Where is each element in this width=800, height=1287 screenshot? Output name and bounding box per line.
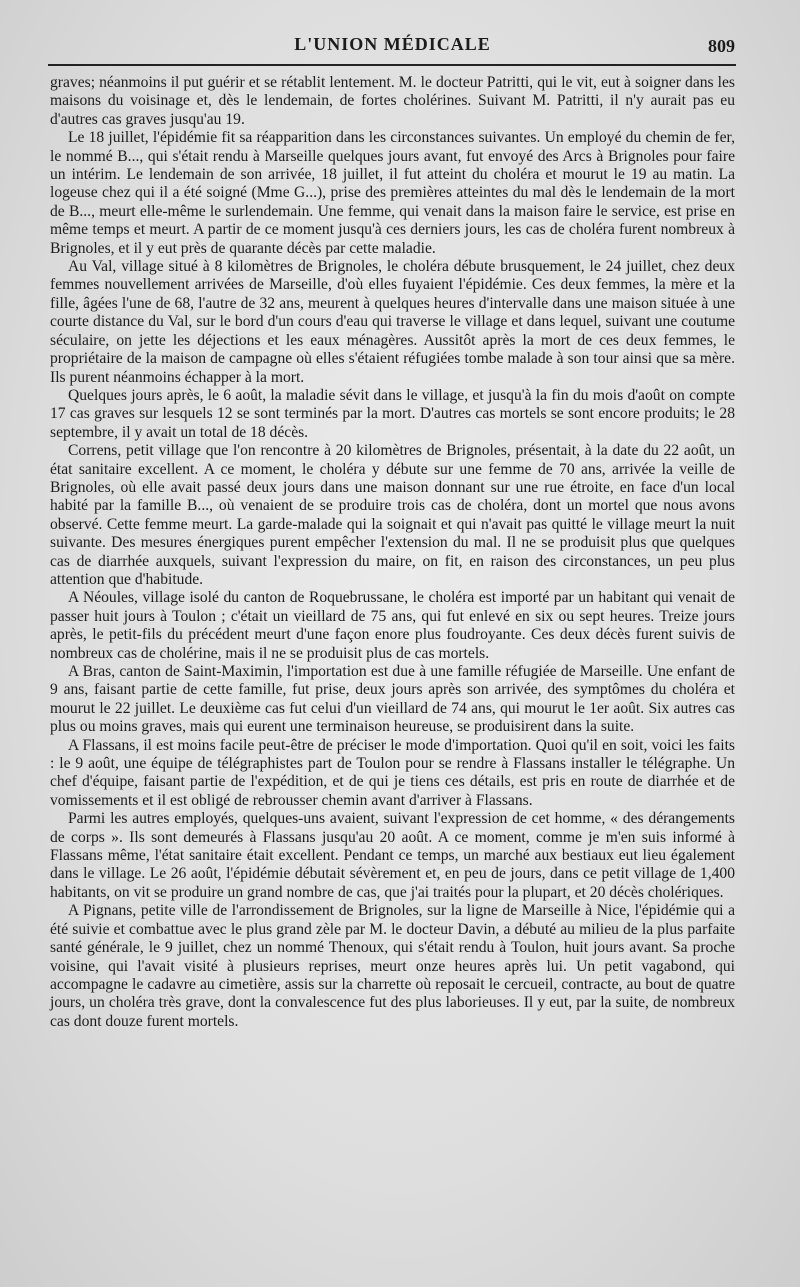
paragraph: Au Val, village situé à 8 kilomètres de Brignoles, le choléra débute brusquement, le 24 juillet, chez deux femmes nouvellement arrivées de Marseille, d'où elles fuyaient l'épidémie. Ces deux femmes, la mère et la fille, âgées l'une de 68, l'autre de 32 ans, meurent à quelques heures d'intervalle dans une maison située à une courte distance du Val, sur le bord d'un cours d'eau qui traverse le village et dans lequel, suivant une coutume séculaire, on jette les déjections et les eaux ménagères. Aussitôt après la mort de ces deux femmes, le propriétaire de la maison de campagne où elles s'étaient réfugiées tombe malade à son tour ainsi que sa mère. Ils purent néanmoins échapper à la mort. [50,258,735,386]
page-header [50,34,735,64]
paragraph: Parmi les autres employés, quelques-uns avaient, suivant l'expression de cet homme, « des dérangements de corps ». Ils sont demeurés à Flassans jusqu'au 20 août. A ce moment, comme je m'en suis informé à Flassans même, l'état sanitaire était excellent. Pendant ce temps, un marché aux bestiaux eut lieu également dans le village. Le 26 août, l'épidémie débutait sévèrement et, en peu de jours, dans ce petit village de 1,400 habitants, on vit se produire un grand nombre de cas, que j'ai traités pour la plupart, et 20 décès cholériques. [50,810,735,901]
paragraph: A Néoules, village isolé du canton de Roquebrussane, le choléra est importé par un habitant qui venait de passer huit jours à Toulon ; c'était un vieillard de 75 ans, qui fut enlevé en six ou sept heures. Treize jours après, le petit-fils du précédent meurt d'une façon enore plus foudroyante. Ces deux décès furent suivis de nombreux cas de cholérine, mais il ne se produisit plus de cas mortels. [50,589,735,662]
paragraph: A Bras, canton de Saint-Maximin, l'importation est due à une famille réfugiée de Marseille. Une enfant de 9 ans, faisant partie de cette famille, fut prise, deux jours après son arrivée, des symptômes du choléra et mourut le 22 juillet. Le deuxième cas fut celui d'un vieillard de 74 ans, qui mourut le 1er août. Six autres cas plus ou moins graves, mais qui eurent une terminaison heureuse, se produisirent dans la suite. [50,663,735,736]
body-text [50,74,735,1031]
paragraph: A Flassans, il est moins facile peut-être de préciser le mode d'importation. Quoi qu'il en soit, voici les faits : le 9 août, une équipe de télégraphistes part de Toulon pour se rendre à Flassans installer le télégraphe. Un chef d'équipe, faisant partie de l'expédition, et de qui je tiens ces détails, est pris en route de diarrhée et de vomissements et il est obligé de rebrousser chemin avant d'arriver à Flassans. [50,736,735,809]
header-rule [48,64,736,66]
paragraph: Quelques jours après, le 6 août, la maladie sévit dans le village, et jusqu'à la fin du mois d'août on compte 17 cas graves sur lesquels 12 se sont terminés par la mort. D'autres cas mortels se sont encore produits; le 28 septembre, il y avait un total de 18 décès. [50,386,735,441]
paragraph: Correns, petit village que l'on rencontre à 20 kilomètres de Brignoles, présentait, à la date du 22 août, un état sanitaire excellent. A ce moment, le choléra y débute sur une femme de 70 ans, arrivée la veille de Brignoles, où elle avait passé deux jours dans une maison donnant sur une rue étroite, en face d'un local habité par la famille B..., où venaient de se produire trois cas de choléra, dont un mortel que nous avons observé. Cette femme meurt. La garde-malade qui la soignait et qui n'avait pas quitté le village meurt la nuit suivante. Des mesures énergiques purent empêcher l'extension du mal. Il ne se produisit plus que quelques cas de diarrhée auxquels, suivant l'expression du maire, on fit, en raison des circonstances, un peu plus attention que d'habitude. [50,442,735,588]
running-title: L'UNION MÉDICALE [294,34,491,54]
paragraph: graves; néanmoins il put guérir et se rétablit lentement. M. le docteur Patritti, qui le vit, eut à soigner dans les maisons du voisinage et, dès le lendemain, de fortes cholérines. Suivant M. Patritti, il n'y aurait pas eu d'autres cas graves jusqu'au 19. [50,74,735,128]
page-number: 809 [708,36,735,56]
paragraph: A Pignans, petite ville de l'arrondissement de Brignoles, sur la ligne de Marseille à Nice, l'épidémie qui a été suivie et combattue avec le plus grand zèle par M. le docteur Davin, a débuté au milieu de la plus parfaite santé générale, le 9 juillet, chez un nommé Thenoux, qui s'était rendu à Toulon, huit jours avant. Sa proche voisine, qui l'avait visité à plusieurs reprises, meurt onze heures après lui. Un petit vagabond, qui accompagne le cadavre au cimetière, assis sur la charrette où reposait le cercueil, contracte, au bout de quatre jours, un choléra très grave, dont la convalescence fut des plus laborieuses. Il y eut, par la suite, de nombreux cas dont douze furent mortels. [50,902,735,1030]
paragraph: Le 18 juillet, l'épidémie fit sa réapparition dans les circonstances suivantes. Un employé du chemin de fer, le nommé B..., qui s'était rendu à Marseille quelques jours avant, fut envoyé des Arcs à Brignoles pour faire un intérim. Le lendemain de son arrivée, 18 juillet, il fut atteint du choléra et mourut le 19 au matin. La logeuse chez qui il a été soigné (Mme G...), prise des premières atteintes du mal dès le lendemain de la mort de B..., meurt elle-même le surlendemain. Une femme, qui venait dans la maison faire le service, est prise en même temps et meurt. A partir de ce moment jusqu'à ces derniers jours, les cas de choléra furent nombreux à Brignoles, et il y eut près de quarante décès par cette maladie. [50,129,735,257]
